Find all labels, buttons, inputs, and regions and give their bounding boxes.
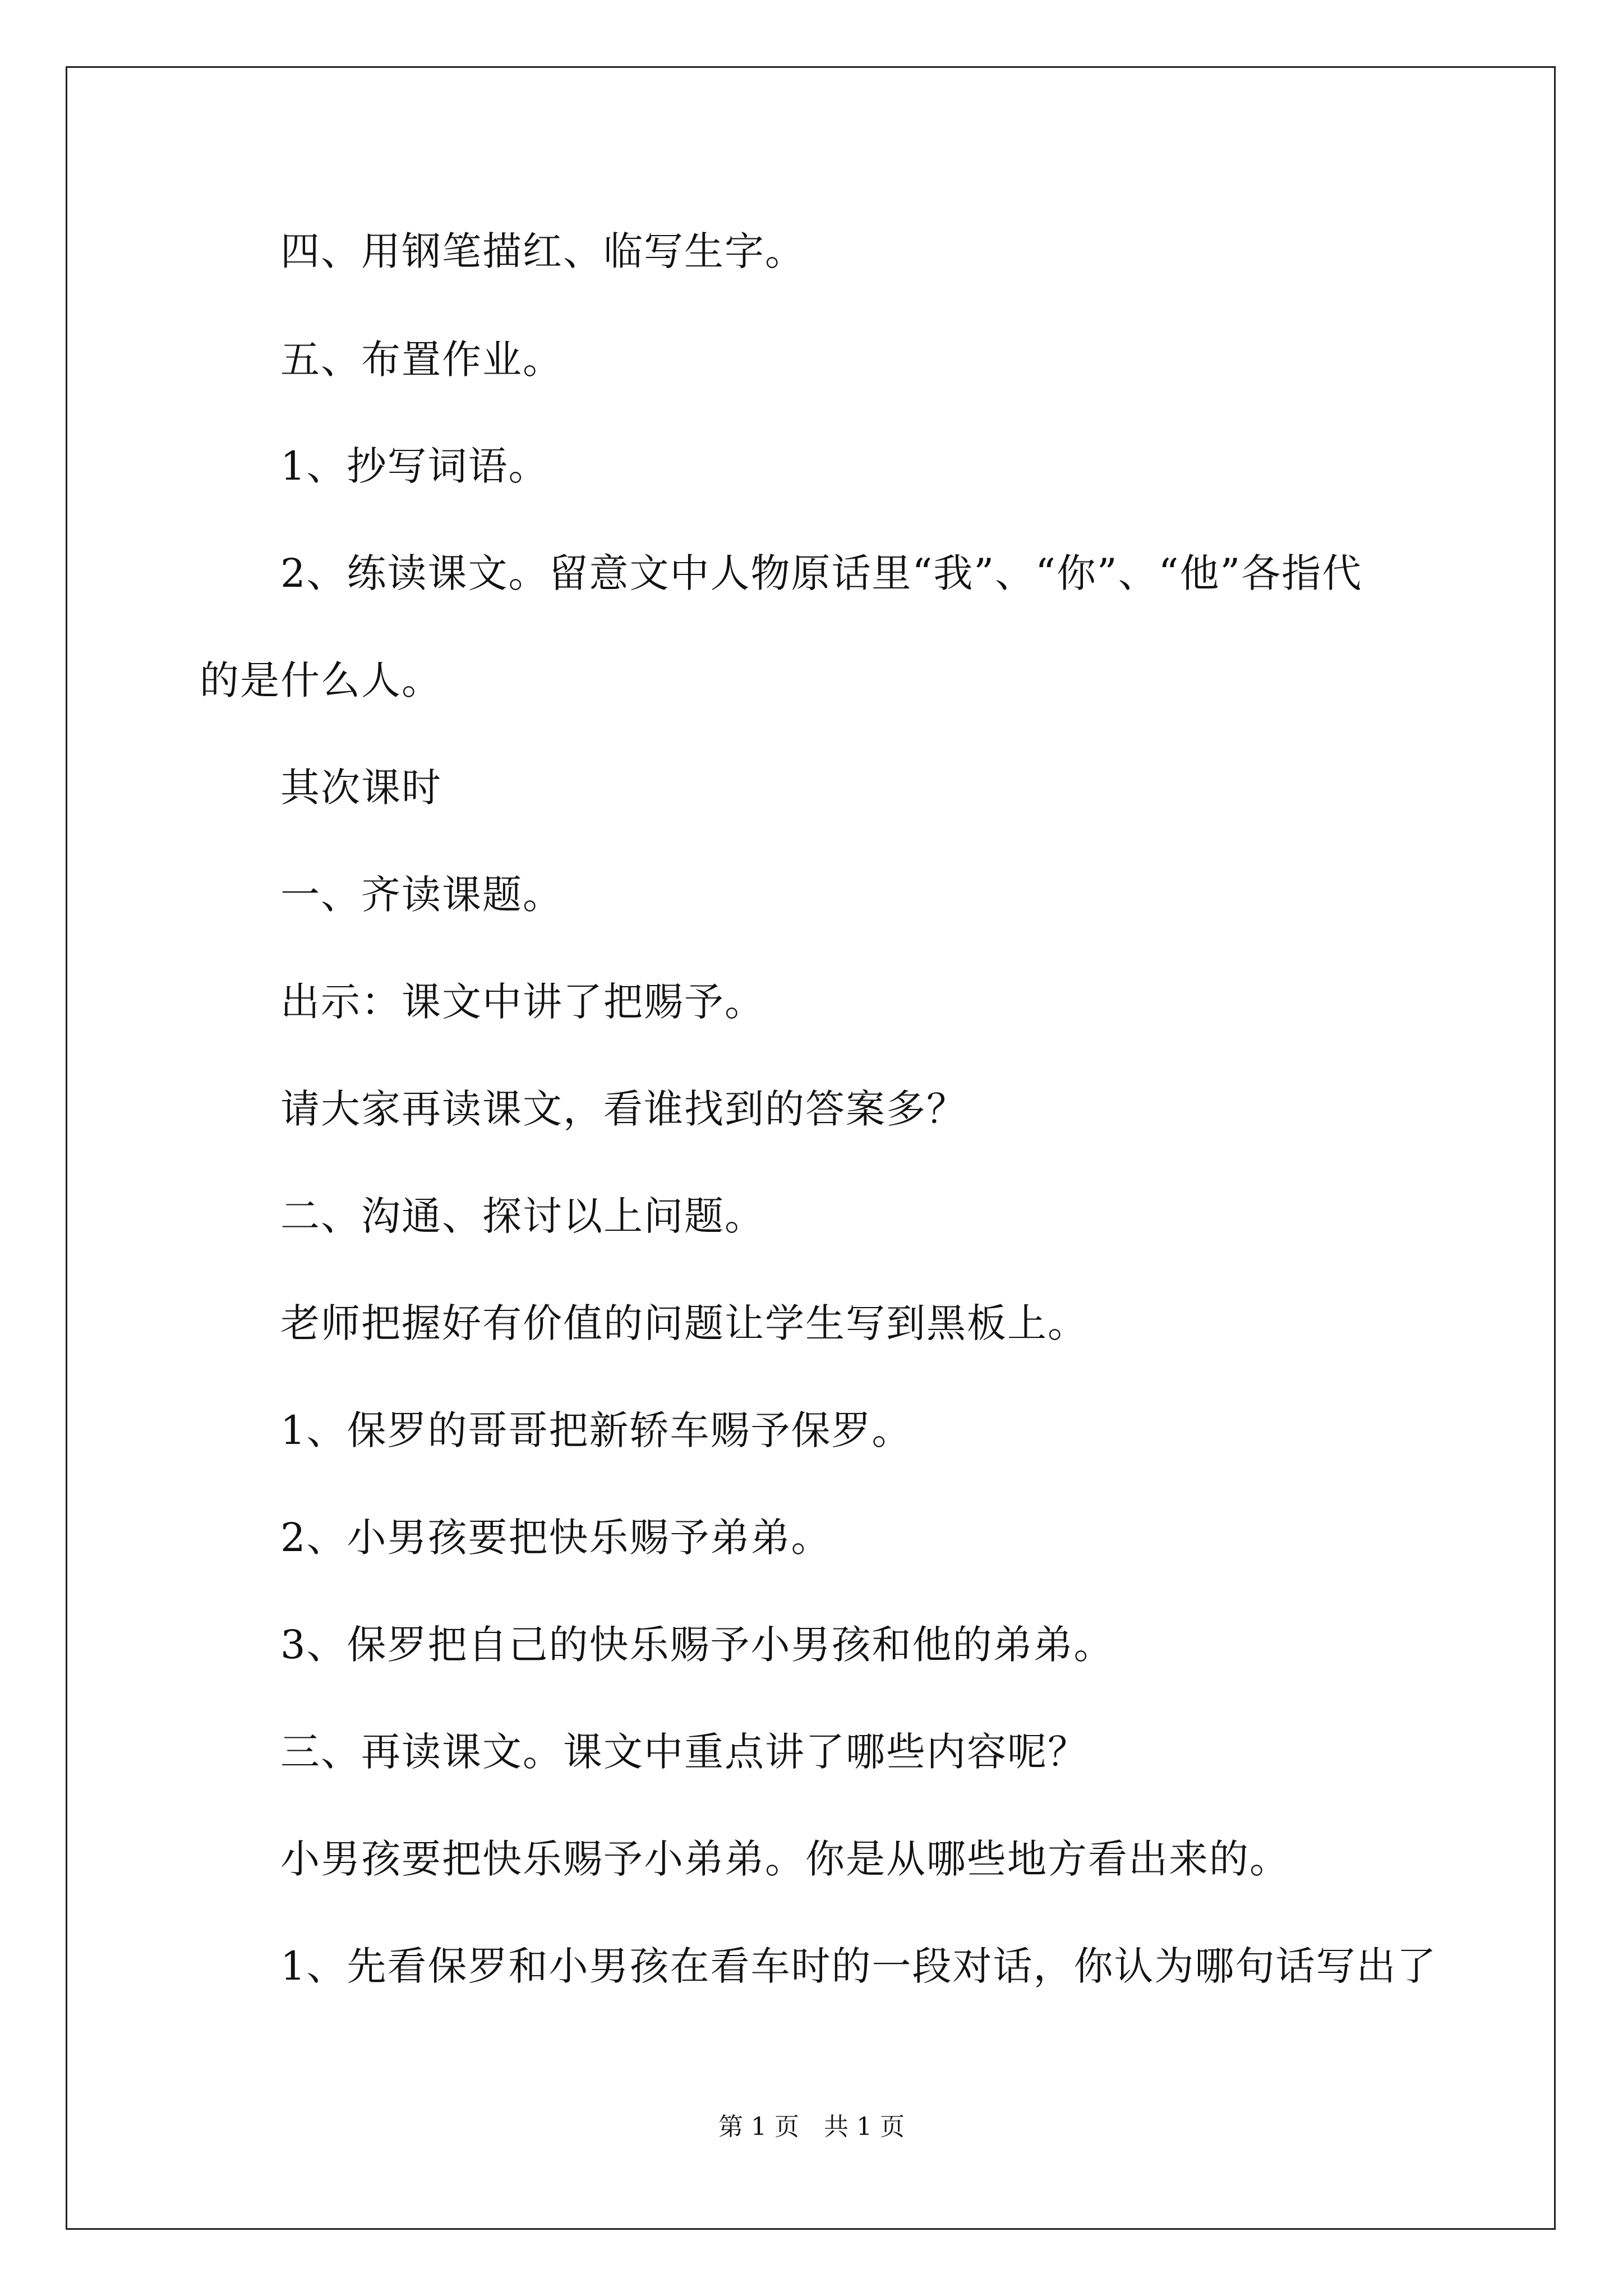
paragraph: 五、布置作业。 [280, 337, 563, 383]
paragraph-continuation: 的是什么人。 [200, 657, 442, 703]
paragraph: 一、齐读课题。 [280, 872, 563, 918]
section-heading: 其次课时 [280, 765, 442, 811]
paragraph: 1、抄写词语。 [280, 443, 549, 489]
paragraph: 四、用钢笔描红、临写生字。 [280, 228, 805, 274]
paragraph: 二、沟通、探讨以上问题。 [280, 1193, 765, 1239]
paragraph: 1、先看保罗和小男孩在看车时的一段对话，你认为哪句话写出了 [280, 1943, 1437, 1989]
paragraph: 1、保罗的哥哥把新轿车赐予保罗。 [280, 1407, 912, 1453]
paragraph: 2、练读课文。留意文中人物原话里“我”、“你”、“他”各指代 [280, 550, 1363, 596]
page-footer: 第 1 页 共 1 页 [718, 2113, 905, 2141]
paragraph: 老师把握好有价值的问题让学生写到黑板上。 [280, 1300, 1088, 1346]
page-border [66, 66, 1556, 2230]
paragraph: 请大家再读课文，看谁找到的答案多？ [280, 1086, 967, 1132]
paragraph: 三、再读课文。课文中重点讲了哪些内容呢？ [280, 1729, 1088, 1775]
paragraph: 3、保罗把自己的快乐赐予小男孩和他的弟弟。 [280, 1622, 1114, 1668]
paragraph: 小男孩要把快乐赐予小弟弟。你是从哪些地方看出来的。 [280, 1836, 1290, 1882]
paragraph: 2、小男孩要把快乐赐予弟弟。 [280, 1515, 832, 1561]
paragraph: 出示：课文中讲了把赐予。 [280, 979, 765, 1025]
